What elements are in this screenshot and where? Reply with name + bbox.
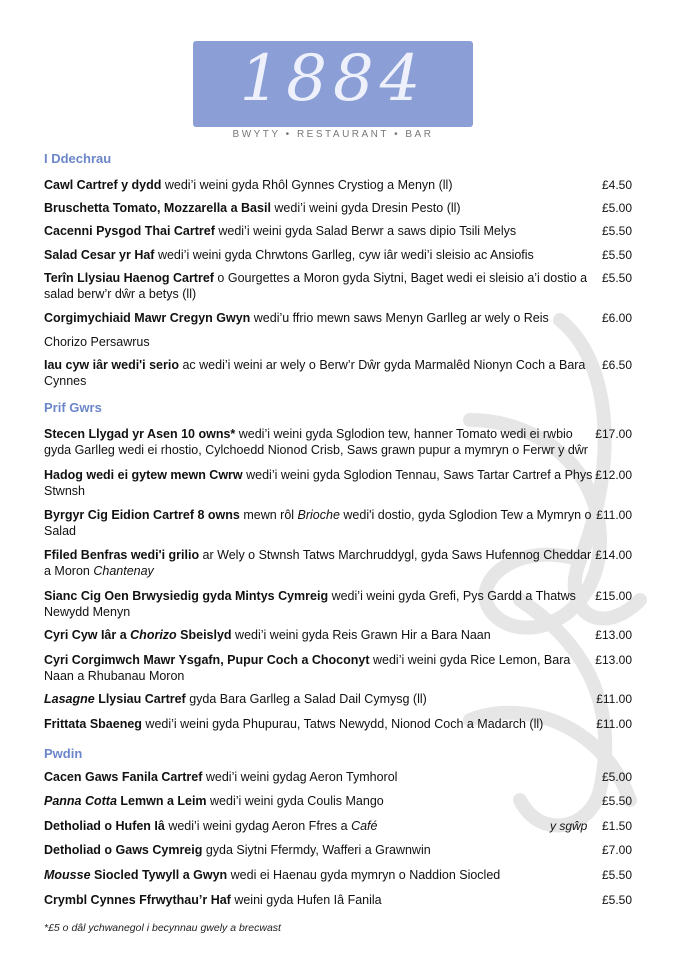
item-price: £15.00 [595, 589, 632, 603]
item-name: Bruschetta Tomato, Mozzarella a Basil [44, 201, 271, 215]
menu-item [44, 652, 594, 684]
item-price: £4.50 [601, 178, 632, 192]
item-description-end: wedi'i dostio, gyda Sglodion Tew a Mymryn o Salad [44, 508, 592, 538]
item-description: wedi ei Haenau gyda mymryn o Naddion Siocled [227, 868, 501, 882]
item-description: wedi’u ffrio mewn saws Menyn Garlleg ar wely o Reis [250, 311, 549, 325]
item-description: wedi’i weini gyda Sglodion tew, hanner Tomato wedi ei rwbio gyda Garlleg wedi ei rhostio, Cylchoedd Nionod Crisb, Saws grawn pupur a mymryn o Ferwr y dŵr [44, 427, 588, 457]
item-description: weini gyda Hufen Iâ Fanila [230, 893, 382, 907]
item-description: ar Wely o Stwnsh Tatws Marchruddygl, gyda Saws Hufennog Cheddar a Moron [44, 548, 592, 578]
item-description: o Gourgettes a Moron gyda Siytni, Baget wedi ei sleisio a’i dostio a salad berw’r dŵr a betys (ll) [44, 271, 588, 301]
item-name: Cawl Cartref y dydd [44, 178, 162, 192]
item-price: £6.00 [601, 311, 632, 325]
item-name: Hadog wedi ei gytew mewn Cwrw [44, 468, 243, 482]
item-name: Cyri Corgimwch Mawr Ysgafn, Pupur Coch a Choconyt [44, 653, 370, 667]
item-price: £5.00 [601, 201, 632, 215]
menu-item [44, 310, 594, 326]
item-price: £5.50 [601, 868, 632, 882]
item-description: gyda Siytni Ffermdy, Wafferi a Grawnwin [202, 843, 431, 857]
item-price: £11.00 [596, 717, 632, 731]
menu-item [44, 223, 594, 239]
item-name: Terîn Llysiau Haenog Cartref [44, 271, 214, 285]
item-name: Cacenni Pysgod Thai Cartref [44, 224, 215, 238]
item-name: Crymbl Cynnes Ffrwythau’r Haf [44, 893, 231, 907]
item-price: £5.50 [601, 248, 632, 262]
item-price: £13.00 [595, 653, 632, 667]
logo-subtitle: BWYTY • RESTAURANT • BAR [232, 129, 434, 140]
menu-item [44, 769, 594, 785]
item-name: Stecen Llygad yr Asen 10 owns* [44, 427, 236, 441]
item-name: Frittata Sbaeneg [44, 717, 142, 731]
section-heading-starters: I Ddechrau [44, 151, 112, 166]
item-italic-text: Chantenay [93, 564, 154, 578]
menu-item [44, 716, 594, 732]
item-description: wedi’i weini gydag Aeron Ffres a [164, 819, 352, 833]
item-price: £13.00 [595, 628, 632, 642]
menu-item: Panna Cotta Lemwn a Leim wedi’i weini gyda Coulis Mango [44, 794, 384, 808]
item-name: Iau cyw iâr wedi'i serio [44, 358, 179, 372]
menu-item [44, 588, 594, 620]
menu-item [44, 842, 594, 858]
item-italic-text: Café [351, 819, 378, 833]
item-price: £5.50 [601, 271, 632, 285]
item-description: wedi’i weini gyda Rice Lemon, Bara Naan a Rhubanau Moron [44, 653, 571, 683]
menu-item: Cyri Cyw Iâr a Chorizo Sbeislyd wedi’i weini gyda Reis Grawn Hir a Bara Naan [44, 628, 491, 642]
item-description: wedi’i weini gyda Sglodion Tennau, Saws Tartar Cartref a Phys Stwnsh [44, 468, 593, 498]
item-description: wedi’i weini gyda Rhôl Gynnes Crystiog a Menyn (ll) [161, 178, 453, 192]
item-price: £12.00 [595, 468, 632, 482]
item-name: Byrgyr Cig Eidion Cartref 8 owns [44, 508, 240, 522]
item-description: wedi’i weini gyda Coulis Mango [206, 794, 384, 808]
item-description: wedi’i weini gyda Salad Berwr a saws dipio Tsili Melys [214, 224, 517, 238]
section-heading-mains: Prif Gwrs [44, 400, 102, 415]
item-italic-text: Brioche [297, 508, 340, 522]
item-price: £5.50 [601, 893, 632, 907]
item-price: £5.50 [601, 224, 632, 238]
item-name: Detholiad o Hufen Iâ [44, 819, 165, 833]
item-name: Ffiled Benfras wedi'i grilio [44, 548, 200, 562]
item-description: wedi’i weini gyda Grefi, Pys Gardd a Thatws Newydd Menyn [44, 589, 576, 619]
menu-item-continued: Chorizo Persawrus [44, 335, 150, 349]
menu-item [44, 892, 594, 908]
restaurant-logo [193, 41, 473, 127]
item-price: £7.00 [601, 843, 632, 857]
item-price: £17.00 [595, 427, 632, 441]
item-name: Salad Cesar yr Haf [44, 248, 155, 262]
item-description: mewn rôl [239, 508, 298, 522]
item-name: Sianc Cig Oen Brwysiedig gyda Mintys Cymreig [44, 589, 329, 603]
menu-item [44, 270, 594, 302]
item-price: £14.00 [595, 548, 632, 562]
item-price: £5.00 [601, 770, 632, 784]
menu-item [44, 200, 594, 216]
menu-item [44, 177, 594, 193]
item-description: wedi’i weini gyda Phupurau, Tatws Newydd, Nionod Coch a Madarch (ll) [141, 717, 544, 731]
menu-item [44, 467, 594, 499]
item-description: wedi’i weini gydag Aeron Tymhorol [202, 770, 398, 784]
menu-item: Mousse Siocled Tywyll a Gwyn wedi ei Haenau gyda mymryn o Naddion Siocled [44, 868, 501, 882]
menu-item [44, 507, 594, 539]
menu-item [44, 426, 594, 458]
item-description: ac wedi’i weini ar wely o Berw’r Dŵr gyda Marmalêd Nionyn Coch a Bara Cynnes [44, 358, 586, 388]
item-price: £11.00 [596, 508, 632, 522]
item-price: £6.50 [601, 358, 632, 372]
menu-item [44, 547, 594, 579]
menu-item: Lasagne Llysiau Cartref gyda Bara Garlleg a Salad Dail Cymysg (ll) [44, 692, 427, 706]
item-name: Cacen Gaws Fanila Cartref [44, 770, 203, 784]
item-description: wedi’i weini gyda Chrwtons Garlleg, cyw iâr wedi’i sleisio ac Ansiofis [154, 248, 534, 262]
menu-item [44, 247, 594, 263]
item-name: Corgimychiaid Mawr Cregyn Gwyn [44, 311, 251, 325]
item-price: £11.00 [596, 692, 632, 706]
menu-item [44, 357, 594, 389]
item-description: wedi’i weini gyda Reis Grawn Hir a Bara Naan [231, 628, 491, 642]
section-heading-desserts: Pwdin [44, 746, 83, 761]
footnote: *£5 o dâl ychwanegol i becynnau gwely a brecwast [44, 922, 281, 934]
logo-number: 1884 [239, 42, 427, 116]
item-name: Detholiad o Gaws Cymreig [44, 843, 203, 857]
item-price: £5.50 [601, 794, 632, 808]
item-description: wedi’i weini gyda Dresin Pesto (ll) [270, 201, 461, 215]
item-price: £1.50 [601, 819, 632, 833]
menu-item [44, 818, 594, 834]
per-scoop-note: y sgŵp [550, 819, 588, 833]
item-description: gyda Bara Garlleg a Salad Dail Cymysg (ll) [185, 692, 427, 706]
